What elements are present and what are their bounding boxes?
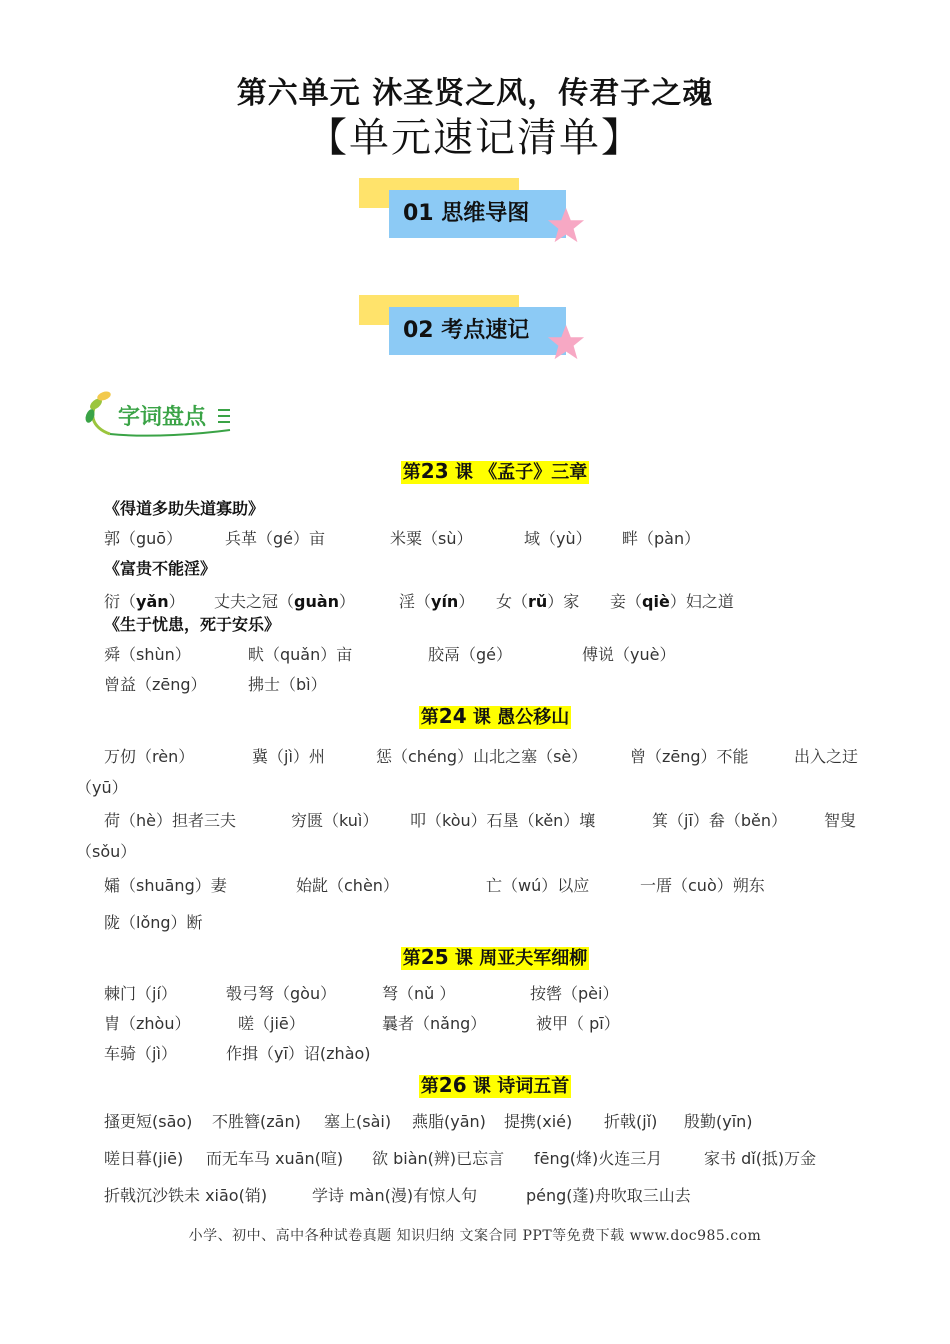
badge-label: 字词盘点 — [118, 405, 207, 430]
section-mind-map — [359, 178, 589, 258]
star-icon — [547, 206, 585, 244]
section-key-points — [359, 295, 589, 375]
lesson-25-heading: 第25 课 周亚夫军细柳 — [402, 945, 588, 969]
unit-title: 第六单元 沐圣贤之风，传君子之魂 — [236, 76, 714, 111]
lesson-23-heading: 第23 课 《孟子》三章 — [402, 459, 588, 483]
section-label: 01 思维导图 — [403, 201, 530, 226]
lesson-23-subtitle-2: 《富贵不能淫》 — [104, 559, 217, 578]
lesson-24-row-2-cont: （sǒu） — [76, 842, 137, 861]
lesson-24-row-1-cont: （yū） — [76, 778, 128, 797]
footer-text: 小学、初中、高中各种试卷真题 知识归纳 文案合同 PPT等免费下载 www.doc985.com — [188, 1228, 762, 1244]
lesson-23-subtitle-3: 《生于忧患，死于安乐》 — [104, 615, 281, 634]
lesson-26-heading: 第26 课 诗词五首 — [420, 1073, 570, 1097]
section-label: 02 考点速记 — [403, 318, 530, 343]
star-icon — [547, 323, 585, 361]
lesson-24-row-4: 陇（lǒng）断 — [104, 913, 203, 932]
unit-subtitle: 【单元速记清单】 — [307, 115, 643, 161]
vocab-badge — [80, 388, 240, 440]
lesson-24-heading: 第24 课 愚公移山 — [420, 704, 570, 728]
lesson-23-subtitle-1: 《得道多助失道寡助》 — [104, 499, 265, 518]
